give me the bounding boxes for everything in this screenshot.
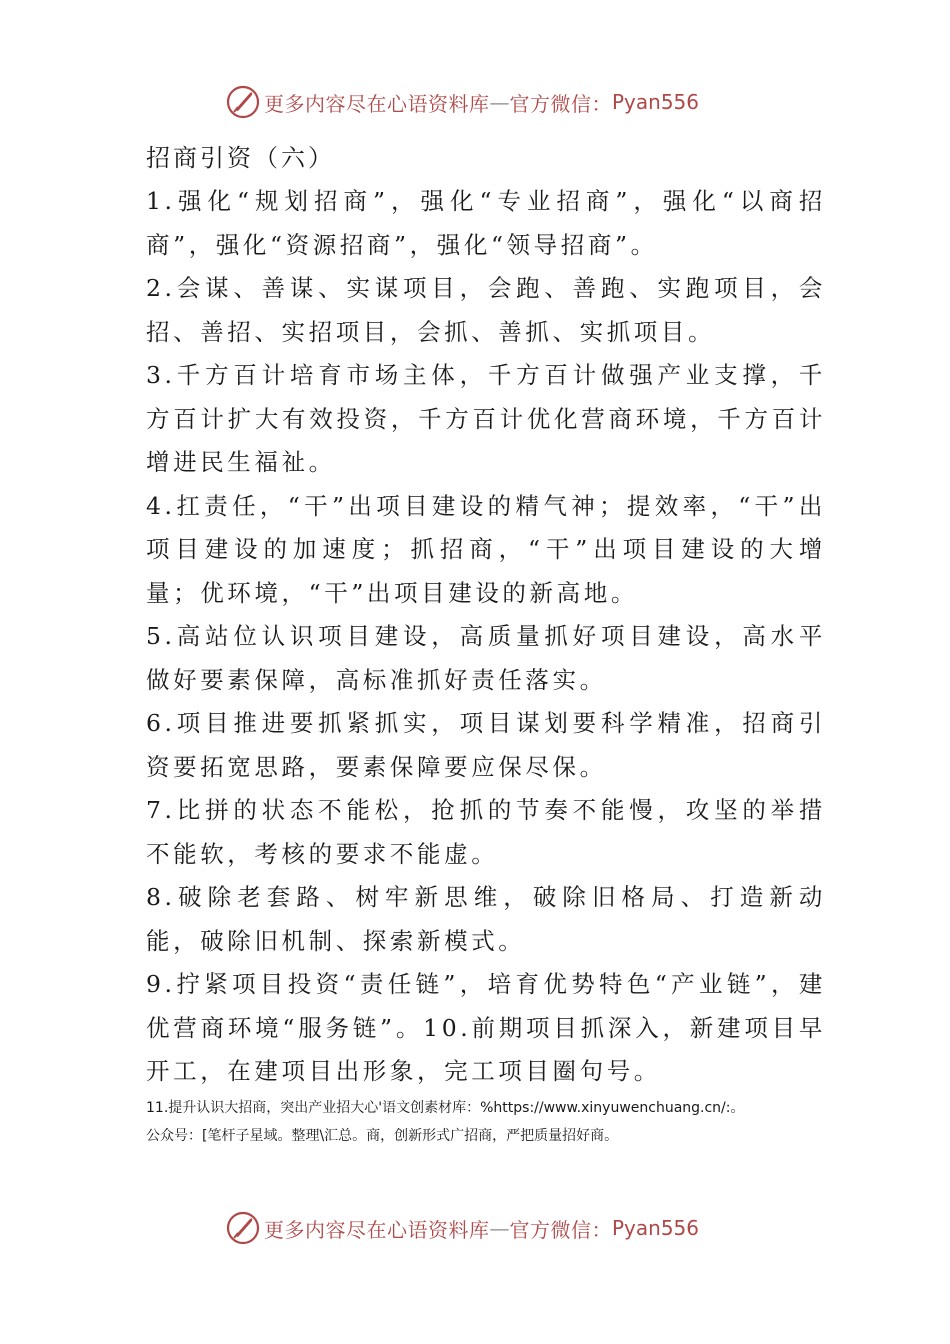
banner-handle: Pyan556 [612,90,700,114]
list-item: 9.拧紧项目投资“责任链”，培育优势特色“产业链”，建优营商环境“服务链”。10.前期项目抓深入，新建项目早开工，在建项目出形象，完工项目圈句号。 [146,970,826,1085]
list-item: 8.破除老套路、树牢新思维，破除旧格局、打造新动能，破除旧机制、探索新模式。 [146,883,826,955]
header-banner [226,82,726,122]
banner-handle-label: 官方微信： [509,91,612,116]
footnote-line: 11.提升认识大招商，突出产业招大心'语文创素材库：%https://www.xinyuwenchuang.cn/:。 [146,1099,745,1116]
banner-separator: — [489,90,510,114]
list-item: 5.高站位认识项目建设，高质量抓好项目建设，高水平做好要素保障，高标准抓好责任落实。 [146,622,826,694]
list-item: 7.比拼的状态不能松，抢抓的节奏不能慢，攻坚的举措不能软，考核的要求不能虚。 [146,796,826,868]
banner-separator: — [489,1216,510,1240]
list-item: 2.会谋、善谋、实谋项目，会跑、善跑、实跑项目，会招、善招、实招项目，会抓、善抓、实抓项目。 [146,274,826,346]
quill-logo-icon [226,85,260,119]
list-item: 4.扛责任，“干”出项目建设的精气神；提效率，“干”出项目建设的加速度；抓招商，“干”出项目建设的大增量；优环境，“干”出项目建设的新高地。 [146,491,826,607]
footnote-line: 公众号：[笔杆子星域。整理\汇总。商，创新形式广招商，严把质量招好商。 [146,1127,619,1144]
banner-handle-label: 官方微信： [509,1217,612,1242]
banner-handle: Pyan556 [612,1216,700,1240]
list-item: 3.千方百计培育市场主体，千方百计做强产业支撑，千方百计扩大有效投资，千方百计优化营商环境，千方百计增进民生福祉。 [146,361,826,476]
list-item: 1.强化“规划招商”，强化“专业招商”，强化“以商招商”，强化“资源招商”，强化“领导招商”。 [146,187,826,259]
footer-banner [226,1208,726,1248]
banner-text: 更多内容尽在心语资料库 [264,1217,490,1242]
document-title: 招商引资（六） [146,144,335,172]
document-body [146,136,826,1150]
list-item: 6.项目推进要抓紧抓实，项目谋划要科学精准，招商引资要拓宽思路，要素保障要应保尽保。 [146,709,826,781]
quill-logo-icon [226,1211,260,1245]
banner-text: 更多内容尽在心语资料库 [264,91,490,116]
